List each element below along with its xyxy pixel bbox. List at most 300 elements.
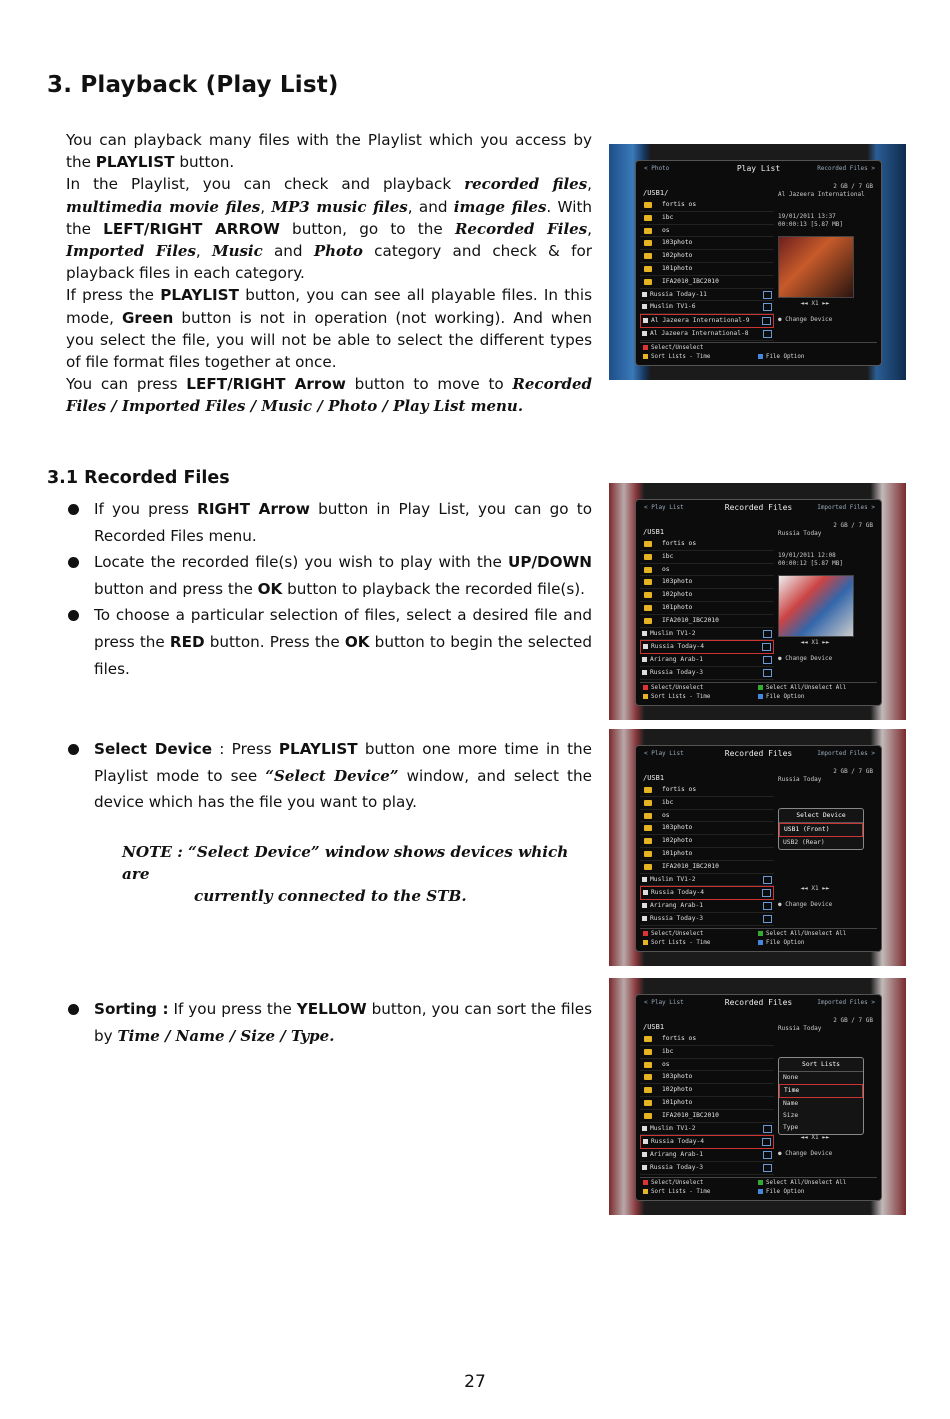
folder-row bbox=[640, 835, 774, 848]
folder-name: 103photo bbox=[662, 1073, 693, 1081]
folder-row bbox=[640, 576, 774, 589]
file-name: Muslim TV1-6 bbox=[650, 303, 696, 311]
bullet-dot bbox=[68, 744, 79, 755]
playback-speed: ◄◄ X1 ►► bbox=[800, 639, 830, 646]
footer-hint bbox=[643, 685, 703, 691]
preview-thumbnail bbox=[778, 575, 854, 637]
recording-icon bbox=[762, 643, 771, 651]
file-row bbox=[640, 886, 774, 900]
tab-right: Imported Files > bbox=[817, 999, 875, 1006]
folder-name: IFA2010_IBC2010 bbox=[662, 862, 719, 870]
checkbox-icon bbox=[642, 331, 647, 336]
folder-name: fortis os bbox=[662, 201, 697, 208]
folder-row bbox=[640, 564, 774, 577]
intro-paragraph bbox=[66, 284, 592, 373]
folder-icon bbox=[644, 851, 652, 857]
text-run: : Press bbox=[212, 740, 279, 758]
footer-label: Select/Unselect bbox=[651, 931, 704, 937]
checkbox-icon bbox=[642, 631, 647, 636]
popup-title: Sort Lists bbox=[779, 1058, 863, 1072]
folder-icon bbox=[644, 228, 652, 234]
file-row bbox=[640, 1162, 774, 1175]
recording-icon bbox=[763, 330, 772, 338]
file-row bbox=[640, 900, 774, 913]
text-run: , and bbox=[407, 197, 454, 216]
bold-term: PLAYLIST bbox=[95, 153, 175, 172]
tab-left: < Play List bbox=[644, 750, 684, 757]
color-key-icon bbox=[643, 1180, 648, 1185]
tab-right: Recorded Files > bbox=[817, 165, 875, 172]
text-run: . With the bbox=[66, 197, 593, 238]
folder-row bbox=[640, 1084, 774, 1097]
file-row bbox=[640, 628, 774, 641]
bold-term: LEFT/RIGHT ARROW bbox=[103, 219, 280, 238]
folder-row bbox=[640, 263, 774, 276]
change-device-hint: ● Change Device bbox=[778, 316, 833, 323]
disk-usage: 2 GB / 7 GB bbox=[833, 768, 873, 775]
checkbox-icon bbox=[642, 657, 647, 662]
screenshot-recorded-files bbox=[609, 483, 906, 720]
text-run: window, and select the device which has the file you want to play. bbox=[94, 766, 592, 812]
folder-row bbox=[640, 1110, 774, 1123]
file-duration: 00:00:12 [5.87 MB] bbox=[778, 560, 844, 567]
folder-row bbox=[640, 1059, 774, 1072]
bold-term: YELLOW bbox=[296, 1000, 367, 1018]
bold-term: Green bbox=[121, 308, 174, 327]
tab-left: < Photo bbox=[644, 165, 670, 172]
channel-name: Al Jazeera International bbox=[778, 191, 865, 198]
page-number: 27 bbox=[464, 1372, 486, 1392]
folder-row bbox=[640, 615, 774, 628]
emphasis-term: “Select Device” bbox=[265, 766, 399, 785]
text-run: In the Playlist, you can check and playback bbox=[66, 175, 465, 194]
file-list bbox=[640, 538, 774, 680]
file-date: 19/01/2011 12:08 bbox=[778, 552, 836, 559]
folder-name: ibc bbox=[662, 552, 674, 560]
footer-label: File Option bbox=[766, 694, 805, 700]
folder-name: ibc bbox=[662, 1047, 674, 1055]
folder-icon bbox=[644, 240, 652, 246]
folder-row bbox=[640, 848, 774, 861]
recording-icon bbox=[763, 669, 772, 677]
folder-name: 103photo bbox=[662, 239, 693, 247]
bullet-list bbox=[66, 996, 592, 1049]
channel-name: Russia Today bbox=[778, 530, 822, 537]
checkbox-icon bbox=[643, 1139, 648, 1144]
text-run: button to begin the selected files. bbox=[94, 632, 592, 678]
footer-hint bbox=[758, 1189, 804, 1195]
footer-label: Select All/Unselect All bbox=[766, 1180, 847, 1186]
file-list bbox=[640, 1033, 774, 1175]
bullet-item bbox=[66, 996, 592, 1049]
footer-label: Sort Lists - Time bbox=[651, 1189, 711, 1195]
color-key-icon bbox=[758, 694, 763, 699]
file-name: Arirang Arab-1 bbox=[650, 1151, 704, 1159]
tv-title: Recorded Files bbox=[724, 998, 793, 1007]
text-run: If you press the bbox=[168, 1000, 297, 1018]
file-row bbox=[640, 289, 774, 302]
folder-icon bbox=[644, 1036, 652, 1042]
emphasis-term: Recorded Files / Imported Files / Music / Photo / Play List menu. bbox=[66, 375, 592, 416]
bold-term: Sorting : bbox=[94, 1000, 169, 1018]
file-row bbox=[640, 640, 774, 654]
tv-title: Recorded Files bbox=[724, 503, 793, 512]
playback-speed: ◄◄ X1 ►► bbox=[800, 300, 830, 307]
folder-icon bbox=[644, 215, 652, 221]
tab-right: Imported Files > bbox=[817, 750, 875, 757]
file-name: Al Jazeera International-8 bbox=[650, 329, 749, 337]
file-row bbox=[640, 654, 774, 667]
folder-icon bbox=[644, 825, 652, 831]
folder-name: 102photo bbox=[662, 591, 693, 599]
bold-term: OK bbox=[344, 632, 370, 651]
folder-row bbox=[640, 551, 774, 564]
change-device-hint: ● Change Device bbox=[778, 1150, 833, 1157]
folder-icon bbox=[644, 1100, 652, 1106]
footer-hint bbox=[758, 685, 846, 691]
folder-icon bbox=[644, 813, 652, 819]
file-name: Arirang Arab-1 bbox=[650, 902, 704, 910]
checkbox-icon bbox=[642, 1165, 647, 1170]
tv-title-bar bbox=[636, 997, 881, 1010]
folder-path: /USB1 bbox=[643, 528, 665, 536]
popup-item: USB2 (Rear) bbox=[783, 839, 825, 846]
bold-term: UP/DOWN bbox=[508, 553, 592, 572]
folder-icon bbox=[644, 787, 652, 793]
file-date: 19/01/2011 13:37 bbox=[778, 213, 836, 220]
folder-row bbox=[640, 784, 774, 797]
footer-label: File Option bbox=[766, 1189, 805, 1195]
folder-name: fortis os bbox=[662, 1035, 697, 1042]
folder-name: 102photo bbox=[662, 1086, 693, 1094]
checkbox-icon bbox=[643, 890, 648, 895]
folder-name: 102photo bbox=[662, 837, 693, 845]
folder-icon bbox=[644, 838, 652, 844]
popup-item: USB1 (Front) bbox=[779, 823, 863, 837]
text-run: button. bbox=[174, 153, 235, 172]
bold-term: RED bbox=[169, 632, 205, 651]
emphasis-term: recorded files bbox=[464, 175, 588, 194]
folder-row bbox=[640, 602, 774, 615]
playback-speed: ◄◄ X1 ►► bbox=[800, 885, 830, 892]
footer-hint bbox=[643, 345, 703, 351]
folder-icon bbox=[644, 1087, 652, 1093]
color-key-icon bbox=[758, 685, 763, 690]
text-run: , bbox=[587, 175, 592, 194]
emphasis-term: MP3 music files bbox=[271, 197, 408, 216]
folder-icon bbox=[644, 605, 652, 611]
recording-icon bbox=[763, 291, 772, 299]
color-key-icon bbox=[758, 1180, 763, 1185]
footer-label: File Option bbox=[766, 354, 805, 360]
file-name: Al Jazeera International-9 bbox=[651, 317, 750, 325]
text-run: button in Play List, you can go to Recorded Files menu. bbox=[94, 500, 593, 545]
folder-name: 101photo bbox=[662, 1098, 693, 1106]
folder-name: 101photo bbox=[662, 603, 693, 611]
footer-label: Sort Lists - Time bbox=[651, 694, 711, 700]
file-row bbox=[640, 1135, 774, 1149]
text-run: If press the bbox=[66, 286, 161, 305]
folder-row bbox=[640, 212, 774, 225]
footer-hint bbox=[643, 694, 710, 700]
color-key-icon bbox=[643, 940, 648, 945]
footer-hint bbox=[643, 1180, 703, 1186]
intro-text bbox=[66, 129, 592, 418]
footer-hint bbox=[758, 1180, 846, 1186]
file-info bbox=[778, 552, 843, 568]
folder-icon bbox=[644, 266, 652, 272]
recording-icon bbox=[763, 1125, 772, 1133]
recording-icon bbox=[763, 303, 772, 311]
recording-icon bbox=[763, 630, 772, 638]
tab-left: < Play List bbox=[644, 504, 684, 511]
recording-icon bbox=[762, 889, 771, 897]
text-run: button one more time in the Playlist mode to see bbox=[94, 740, 592, 785]
folder-row bbox=[640, 822, 774, 835]
folder-path: /USB1 bbox=[643, 1023, 665, 1031]
file-row bbox=[640, 874, 774, 887]
bullet-item bbox=[66, 736, 592, 816]
tv-footer bbox=[640, 682, 877, 703]
emphasis-term: Time / Name / Size / Type. bbox=[117, 1026, 335, 1045]
text-run: category and check & for playback files in each category. bbox=[66, 242, 592, 283]
footer-hint bbox=[758, 354, 804, 360]
bullet-text bbox=[94, 500, 592, 545]
bullet-list bbox=[66, 736, 592, 816]
text-run: button, you can see all playable files. In this mode, bbox=[66, 286, 592, 327]
color-key-icon bbox=[643, 931, 648, 936]
folder-row bbox=[640, 237, 774, 250]
folder-icon bbox=[644, 554, 652, 560]
channel-name: Russia Today bbox=[778, 776, 822, 783]
text-run: button. Press the bbox=[204, 632, 345, 651]
text-run: and bbox=[262, 242, 314, 261]
checkbox-icon bbox=[642, 292, 647, 297]
text-run: Locate the recorded file(s) you wish to play with the bbox=[94, 553, 508, 572]
emphasis-term: Imported Files bbox=[66, 242, 196, 261]
channel-name: Russia Today bbox=[778, 1025, 822, 1032]
bullet-text bbox=[94, 1000, 592, 1045]
folder-name: fortis os bbox=[662, 540, 697, 547]
footer-label: Sort Lists - Time bbox=[651, 940, 711, 946]
popup-window bbox=[778, 1057, 864, 1135]
tv-footer bbox=[640, 1177, 877, 1198]
folder-name: IFA2010_IBC2010 bbox=[662, 277, 719, 285]
text-run: You can press bbox=[66, 375, 187, 394]
disk-usage: 2 GB / 7 GB bbox=[833, 183, 873, 190]
text-run: button is not in operation (not working). And when you select the file, you will not be able to select the different types of file format files together at once. bbox=[66, 308, 592, 372]
folder-row bbox=[640, 538, 774, 551]
color-key-icon bbox=[758, 354, 763, 359]
bullet-text bbox=[94, 606, 592, 677]
section-heading: 3. Playback (Play List) bbox=[47, 72, 339, 98]
folder-name: os bbox=[662, 1060, 670, 1068]
tv-title: Play List bbox=[736, 164, 781, 173]
tv-title-bar bbox=[636, 502, 881, 515]
folder-row bbox=[640, 810, 774, 823]
text-run: button, go to the bbox=[279, 219, 455, 238]
recording-icon bbox=[763, 876, 772, 884]
folder-row bbox=[640, 199, 774, 212]
color-key-icon bbox=[643, 1189, 648, 1194]
emphasis-term: Recorded Files bbox=[454, 219, 588, 238]
folder-row bbox=[640, 250, 774, 263]
folder-path: /USB1 bbox=[643, 774, 665, 782]
text-run: If you press bbox=[94, 500, 198, 518]
bold-term: LEFT/RIGHT Arrow bbox=[186, 375, 346, 394]
footer-label: Select/Unselect bbox=[651, 345, 704, 351]
bullet-dot bbox=[68, 504, 79, 515]
checkbox-icon bbox=[643, 644, 648, 649]
text-run: , bbox=[587, 219, 592, 238]
subsection-heading: 3.1 Recorded Files bbox=[47, 468, 230, 488]
intro-paragraph bbox=[66, 373, 592, 417]
folder-name: IFA2010_IBC2010 bbox=[662, 1111, 719, 1119]
folder-row bbox=[640, 276, 774, 289]
color-key-icon bbox=[758, 1189, 763, 1194]
folder-icon bbox=[644, 592, 652, 598]
bullet-dot bbox=[68, 1004, 79, 1015]
footer-hint bbox=[643, 354, 710, 360]
note-block bbox=[122, 841, 592, 907]
popup-title: Select Device bbox=[779, 809, 863, 823]
disk-usage: 2 GB / 7 GB bbox=[833, 1017, 873, 1024]
checkbox-icon bbox=[643, 318, 648, 323]
bullet-text bbox=[94, 553, 592, 598]
file-name: Russia Today-4 bbox=[651, 1138, 705, 1146]
file-row bbox=[640, 1123, 774, 1136]
file-row bbox=[640, 667, 774, 680]
file-duration: 00:00:13 [5.87 MB] bbox=[778, 221, 844, 228]
checkbox-icon bbox=[642, 877, 647, 882]
recording-icon bbox=[762, 317, 771, 325]
folder-icon bbox=[644, 567, 652, 573]
folder-icon bbox=[644, 864, 652, 870]
screenshot-sort-lists bbox=[609, 978, 906, 1215]
bold-term: RIGHT Arrow bbox=[197, 500, 310, 518]
change-device-hint: ● Change Device bbox=[778, 901, 833, 908]
change-device-hint: ● Change Device bbox=[778, 655, 833, 662]
file-name: Russia Today-4 bbox=[651, 643, 705, 651]
bullet-dot bbox=[68, 610, 79, 621]
note-line: currently connected to the STB. bbox=[194, 887, 467, 905]
folder-name: 101photo bbox=[662, 849, 693, 857]
tv-footer bbox=[640, 928, 877, 949]
folder-name: ibc bbox=[662, 213, 674, 221]
folder-name: fortis os bbox=[662, 786, 697, 793]
file-list bbox=[640, 784, 774, 926]
checkbox-icon bbox=[642, 1126, 647, 1131]
intro-paragraph bbox=[66, 173, 592, 284]
file-row bbox=[640, 913, 774, 926]
checkbox-icon bbox=[642, 304, 647, 309]
emphasis-term: Music bbox=[211, 242, 263, 261]
checkbox-icon bbox=[642, 903, 647, 908]
folder-name: 101photo bbox=[662, 264, 693, 272]
recording-icon bbox=[763, 902, 772, 910]
emphasis-term: image files bbox=[453, 197, 547, 216]
footer-hint bbox=[758, 940, 804, 946]
folder-name: 103photo bbox=[662, 824, 693, 832]
footer-label: Select/Unselect bbox=[651, 1180, 704, 1186]
folder-icon bbox=[644, 579, 652, 585]
playback-speed: ◄◄ X1 ►► bbox=[800, 1134, 830, 1141]
folder-row bbox=[640, 589, 774, 602]
folder-name: os bbox=[662, 811, 670, 819]
footer-hint bbox=[643, 1189, 710, 1195]
folder-icon bbox=[644, 1074, 652, 1080]
folder-row bbox=[640, 797, 774, 810]
popup-window bbox=[778, 808, 864, 850]
file-name: Muslim TV1-2 bbox=[650, 1124, 696, 1132]
bold-term: Select Device bbox=[94, 740, 213, 758]
recording-icon bbox=[763, 1164, 772, 1172]
folder-icon bbox=[644, 279, 652, 285]
tv-title-bar bbox=[636, 163, 881, 176]
folder-icon bbox=[644, 1049, 652, 1055]
file-name: Russia Today-3 bbox=[650, 914, 704, 922]
folder-icon bbox=[644, 800, 652, 806]
tv-menu-panel bbox=[635, 745, 882, 952]
folder-icon bbox=[644, 1113, 652, 1119]
bullet-text bbox=[94, 740, 592, 811]
bullet-list bbox=[66, 496, 592, 682]
tv-title: Recorded Files bbox=[724, 749, 793, 758]
footer-hint bbox=[643, 940, 710, 946]
footer-label: Select All/Unselect All bbox=[766, 931, 847, 937]
bold-term: PLAYLIST bbox=[278, 740, 358, 758]
text-run: To choose a particular selection of files, select a desired file and press the bbox=[94, 606, 592, 651]
file-name: Russia Today-3 bbox=[650, 668, 704, 676]
recording-icon bbox=[763, 1151, 772, 1159]
bullet-dot bbox=[68, 557, 79, 568]
folder-row bbox=[640, 1033, 774, 1046]
text-run: button to move to bbox=[345, 375, 513, 394]
screenshot-select-device bbox=[609, 729, 906, 966]
file-name: Russia Today-3 bbox=[650, 1163, 704, 1171]
color-key-icon bbox=[643, 685, 648, 690]
preview-thumbnail bbox=[778, 236, 854, 298]
tv-footer bbox=[640, 342, 877, 363]
bullet-item bbox=[66, 602, 592, 682]
folder-icon bbox=[644, 202, 652, 208]
popup-item: Time bbox=[779, 1084, 863, 1098]
text-run: button, you can sort the files by bbox=[94, 1000, 593, 1045]
checkbox-icon bbox=[642, 670, 647, 675]
footer-hint bbox=[758, 931, 846, 937]
tv-menu-panel bbox=[635, 160, 882, 366]
intro-paragraph bbox=[66, 129, 592, 173]
screenshot-playlist bbox=[609, 144, 906, 380]
folder-row bbox=[640, 225, 774, 238]
tab-left: < Play List bbox=[644, 999, 684, 1006]
emphasis-term: multimedia movie files bbox=[66, 197, 261, 216]
checkbox-icon bbox=[642, 916, 647, 921]
file-name: Arirang Arab-1 bbox=[650, 656, 704, 664]
recording-icon bbox=[763, 915, 772, 923]
text-run: button and press the bbox=[94, 579, 258, 598]
checkbox-icon bbox=[642, 1152, 647, 1157]
text-run: button to playback the recorded file(s). bbox=[282, 579, 586, 598]
folder-row bbox=[640, 1046, 774, 1059]
footer-label: Sort Lists - Time bbox=[651, 354, 711, 360]
folder-name: ibc bbox=[662, 798, 674, 806]
file-name: Russia Today-4 bbox=[651, 889, 705, 897]
tab-right: Imported Files > bbox=[817, 504, 875, 511]
text-run: , bbox=[260, 197, 272, 216]
tv-menu-panel bbox=[635, 994, 882, 1201]
file-name: Muslim TV1-2 bbox=[650, 875, 696, 883]
